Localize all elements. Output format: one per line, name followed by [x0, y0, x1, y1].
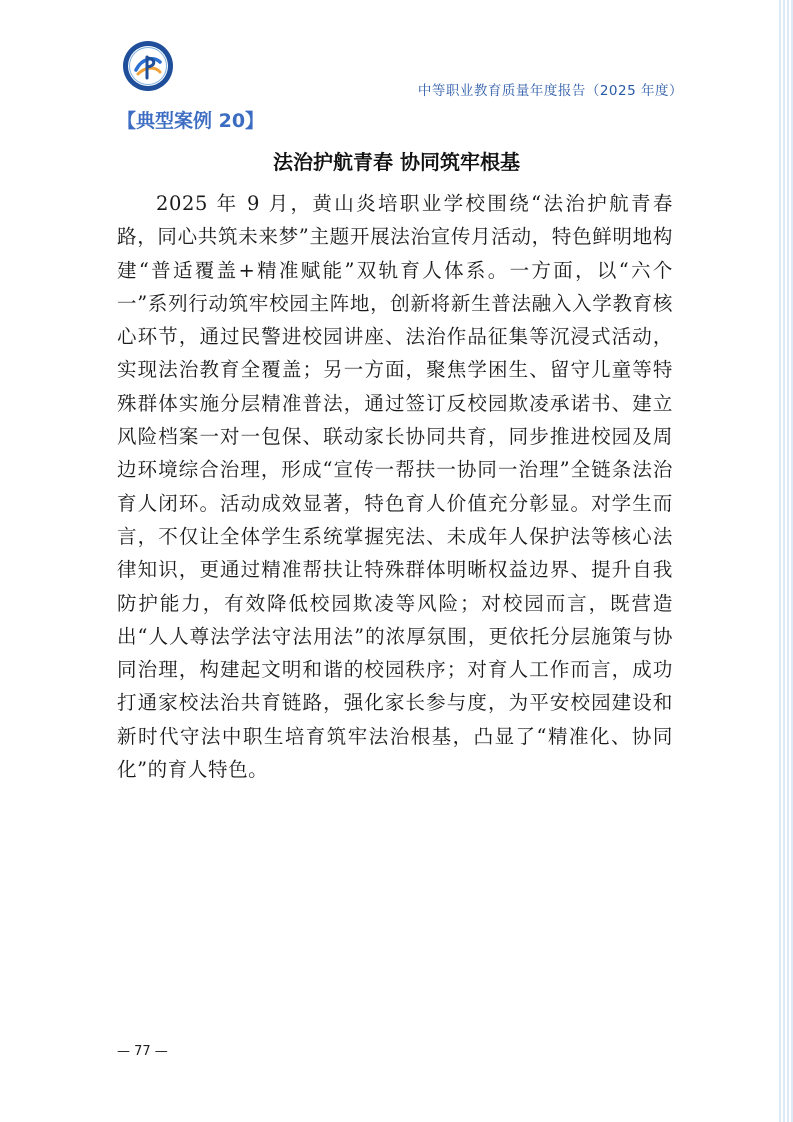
case-title: 法治护航青春 协同筑牢根基: [273, 150, 520, 174]
case-label: 【典型案例 20】: [117, 110, 265, 132]
report-header-title: 中等职业教育质量年度报告（2025 年度）: [417, 83, 683, 99]
school-logo-icon: [122, 40, 174, 92]
page-number: — 77 —: [117, 1044, 168, 1059]
case-body-paragraph: 2025 年 9 月，黄山炎培职业学校围绕“法治护航青春路，同心共筑未来梦”主题开展法治宣传月活动，特色鲜明地构建“普适覆盖+精准赋能”双轨育人体系。一方面，以“六个一”系列行动筑牢校园主阵地，创新将新生普法融入入学教育核心环节，通过民警进校园讲座、法治作品征集等沉浸式活动，实现法治教育全覆盖；另一方面，聚焦学困生、留守儿童等特殊群体实施分层精准普法，通过签订反校园欺凌承诺书、建立风险档案一对一包保、联动家长协同共育，同步推进校园及周边环境综合治理，形成“宣传一帮扶一协同一治理”全链条法治育人闭环。活动成效显著，特色育人价值充分彰显。对学生而言，不仅让全体学生系统掌握宪法、未成年人保护法等核心法律知识，更通过精准帮扶让特殊群体明晰权益边界、提升自我防护能力，有效降低校园欺凌等风险；对校园而言，既营造出“人人尊法学法守法用法”的浓厚氛围，更依托分层施策与协同治理，构建起文明和谐的校园秩序；对育人工作而言，成功打通家校法治共育链路，强化家长参与度，为平安校园建设和新时代守法中职生培育筑牢法治根基，凸显了“精准化、协同化”的育人特色。: [117, 192, 673, 782]
